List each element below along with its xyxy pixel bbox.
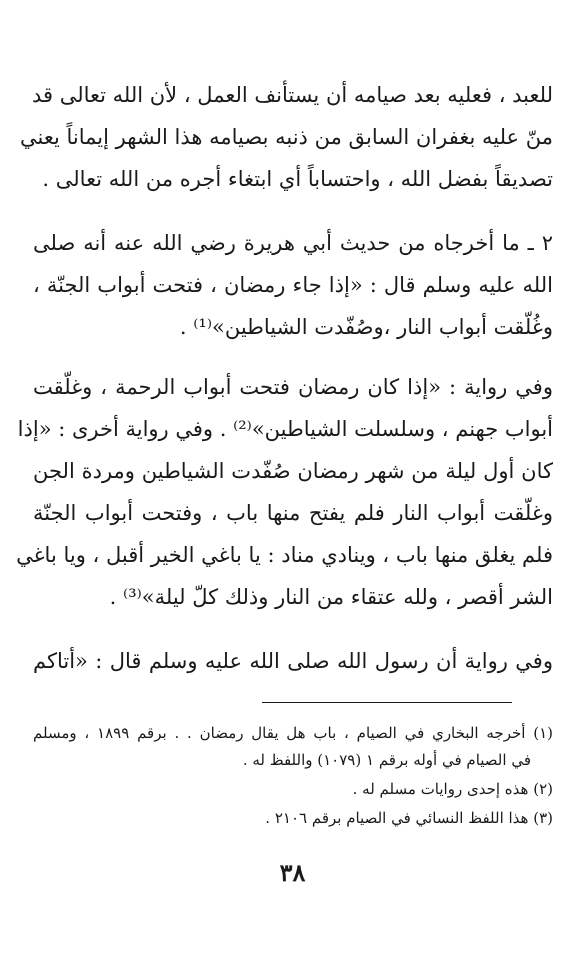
body-line-11: فلم يغلق منها باب ، وينادي مناد : يا باغي الخير أقبل ، ويا باغي [16,543,553,567]
footnote-1: (١) أخرجه البخاري في الصيام ، باب هل يقال رمضان . . برقم ١٨٩٩ ، ومسلم [33,724,553,742]
footnote-separator [262,702,512,703]
body-line-6: وغُلّقت أبواب النار ،وصُفّدت الشياطين»⁽¹⁾ . [179,315,553,339]
body-line-5: الله عليه وسلم قال : «إذا جاء رمضان ، فتحت أبواب الجنّة ، [33,273,553,297]
body-line-8: أبواب جهنم ، وسلسلت الشياطين»⁽²⁾ . وفي رواية أخرى : «إذا [17,417,553,441]
footnote-1-continued: في الصيام في أوله برقم ١ (١٠٧٩) واللفظ له . [242,751,531,769]
body-line-9: كان أول ليلة من شهر رمضان صُفّدت الشياطين ومردة الجن [33,459,553,483]
body-line-12: الشر أقصر ، ولله عتقاء من النار وذلك كلّ ليلة»⁽³⁾ . [109,585,553,609]
body-line-1: للعبد ، فعليه بعد صيامه أن يستأنف العمل ، لأن الله تعالى قد [31,83,553,107]
footnote-2: (٢) هذه إحدى روايات مسلم له . [352,780,553,798]
body-line-2: منّ عليه بغفران السابق من ذنبه بصيامه هذا الشهر إيماناً يعني [20,125,553,149]
footnote-3: (٣) هذا اللفظ النسائي في الصيام برقم ٢١٠٦ . [265,809,553,827]
body-line-3: تصديقاً بفضل الله ، واحتساباً أي ابتغاء أجره من الله تعالى . [42,167,553,191]
body-line-13: وفي رواية أن رسول الله صلى الله عليه وسلم قال : «أتاكم [33,649,553,673]
body-line-7: وفي رواية : «إذا كان رمضان فتحت أبواب الرحمة ، وغلّقت [33,375,553,399]
page-number: ٣٨ [279,858,306,887]
body-line-4: ٢ ـ ما أخرجاه من حديث أبي هريرة رضي الله عنه أنه صلى [33,231,553,255]
body-line-10: وغلّقت أبواب النار فلم يفتح منها باب ، وفتحت أبواب الجنّة [33,501,553,525]
